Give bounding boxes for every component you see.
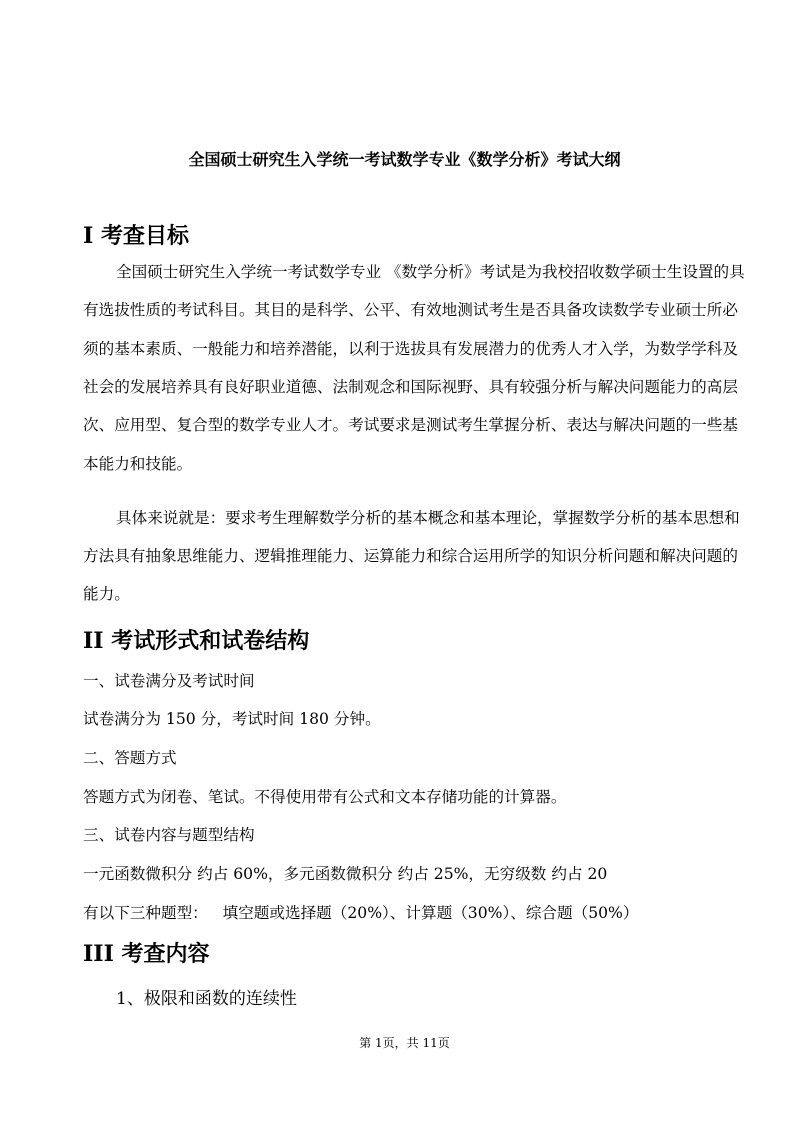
paragraph-line: 能力。 bbox=[83, 585, 130, 603]
page-footer: 第 1页，共 11页 bbox=[359, 1036, 450, 1050]
subheading: 三、试卷内容与题型结构 bbox=[83, 826, 255, 844]
paragraph-line: 有选拔性质的考试科目。其目的是科学、公平、有效地测试考生是否具备攻读数学专业硕士所必 bbox=[83, 301, 738, 319]
paragraph-line: 有以下三种题型： 填空题或选择题（20%）、计算题（30%）、综合题（50%） bbox=[83, 904, 639, 922]
section-heading-format: II 考试形式和试卷结构 bbox=[83, 628, 310, 654]
paragraph-line: 一元函数微积分 约占 60%，多元函数微积分 约占 25%，无穷级数 约占 20 bbox=[83, 865, 608, 883]
content-item: 1、极限和函数的连续性 bbox=[116, 989, 297, 1009]
paragraph-line: 次、应用型、复合型的数学专业人才。考试要求是测试考生掌握分析、表达与解决问题的一些基 bbox=[83, 416, 738, 434]
paragraph-line: 试卷满分为 150 分，考试时间 180 分钟。 bbox=[83, 710, 381, 728]
section-heading-content: III 考查内容 bbox=[83, 941, 210, 967]
paragraph-line: 全国硕士研究生入学统一考试数学专业 《数学分析》考试是为我校招收数学硕士生设置的具 bbox=[116, 263, 745, 281]
section-heading-objectives: I 考查目标 bbox=[83, 223, 189, 249]
document-title: 全国硕士研究生入学统一考试数学专业《数学分析》考试大纲 bbox=[188, 150, 621, 169]
paragraph-line: 答题方式为闭卷、笔试。不得使用带有公式和文本存储功能的计算器。 bbox=[83, 788, 567, 806]
paragraph-line: 具体来说就是：要求考生理解数学分析的基本概念和基本理论，掌握数学分析的基本思想和 bbox=[116, 509, 740, 527]
paragraph-line: 社会的发展培养具有良好职业道德、法制观念和国际视野、具有较强分析与解决问题能力的高层 bbox=[83, 378, 738, 396]
paragraph-line: 须的基本素质、一般能力和培养潜能，以利于选拔具有发展潜力的优秀人才入学，为数学学科及 bbox=[83, 340, 738, 358]
subheading: 一、试卷满分及考试时间 bbox=[83, 672, 255, 690]
paragraph-line: 方法具有抽象思维能力、逻辑推理能力、运算能力和综合运用所学的知识分析问题和解决问题的 bbox=[83, 547, 738, 565]
paragraph-line: 本能力和技能。 bbox=[83, 455, 193, 473]
subheading: 二、答题方式 bbox=[83, 749, 177, 767]
